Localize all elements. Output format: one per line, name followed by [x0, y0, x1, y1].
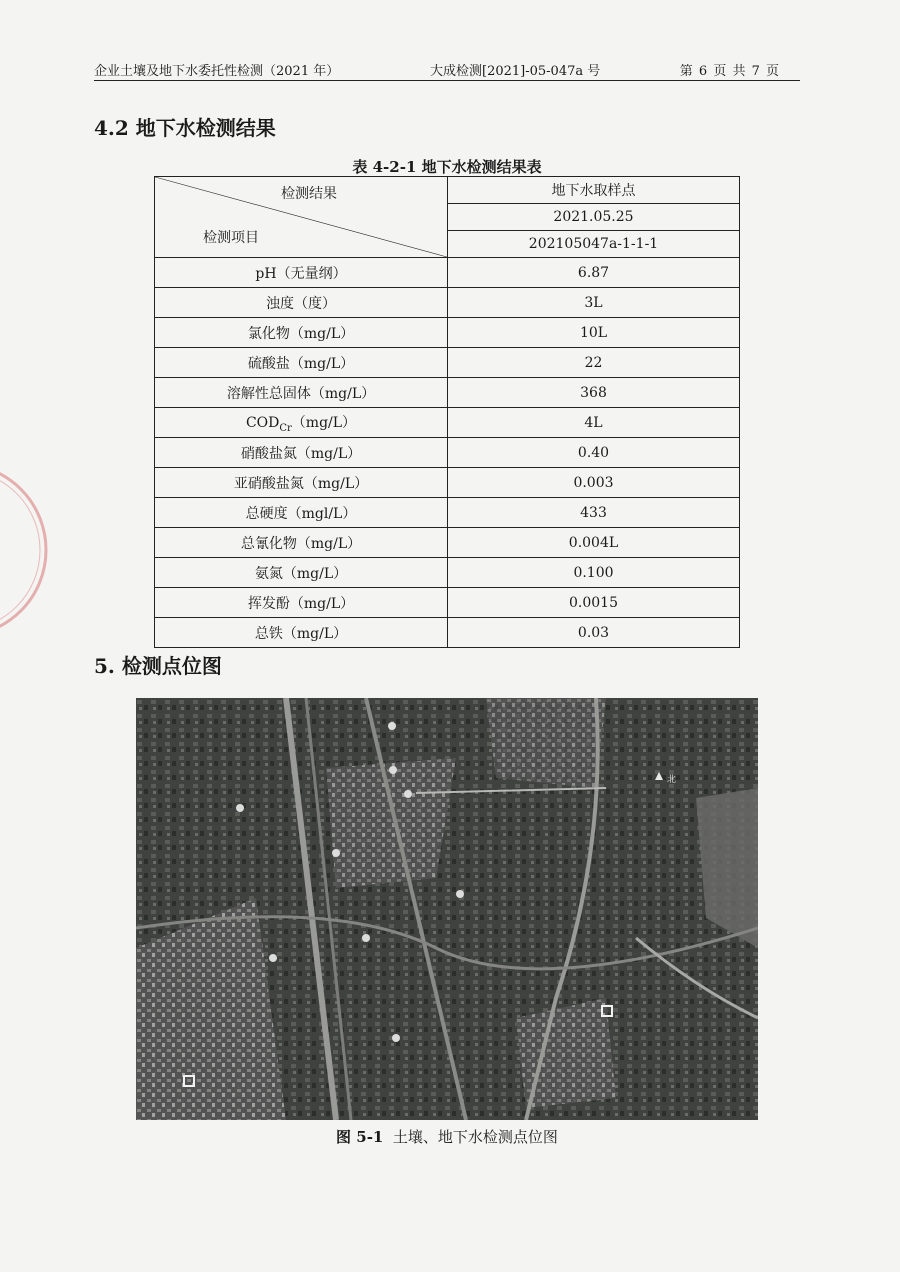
diagonal-header-cell [155, 177, 448, 258]
row-value: 0.40 [448, 438, 740, 468]
header-report-title: 企业土壤及地下水委托性检测（2021 年） [94, 64, 340, 79]
section-heading-5: 5. 检测点位图 [94, 654, 222, 678]
table-row [155, 378, 740, 408]
figure-caption [136, 1126, 758, 1147]
row-value: 0.003 [448, 468, 740, 498]
satellite-map [136, 698, 758, 1120]
red-seal-stamp [0, 450, 50, 650]
row-item: 浊度（度） [155, 288, 448, 318]
table-row [155, 588, 740, 618]
row-value: 433 [448, 498, 740, 528]
row-item: pH（无量纲） [155, 258, 448, 288]
table-row [155, 618, 740, 648]
section-heading-4-2: 4.2 地下水检测结果 [94, 116, 276, 140]
header-page-number: 第 6 页 共 7 页 [679, 64, 780, 79]
row-item-cod: COD [245, 414, 280, 431]
header-sample-id: 202105047a-1-1-1 [448, 231, 740, 258]
diag-label-items: 检测项目 [203, 230, 259, 246]
figure-caption-number: 图 5-1 [336, 1128, 384, 1146]
table-row [155, 348, 740, 378]
row-value: 368 [448, 378, 740, 408]
table-row [155, 258, 740, 288]
row-item: 硫酸盐（mg/L） [155, 348, 448, 378]
row-item-cod-unit: （mg/L） [291, 414, 357, 431]
row-item: 氨氮（mg/L） [155, 558, 448, 588]
table-row [155, 438, 740, 468]
row-value: 6.87 [448, 258, 740, 288]
row-value: 10L [448, 318, 740, 348]
row-value: 0.03 [448, 618, 740, 648]
row-item: 总氰化物（mg/L） [155, 528, 448, 558]
row-value: 0.004L [448, 528, 740, 558]
table-caption: 表 4-2-1 地下水检测结果表 [352, 158, 542, 176]
row-item: 氯化物（mg/L） [155, 318, 448, 348]
groundwater-results-table [154, 176, 740, 648]
row-value: 0.0015 [448, 588, 740, 618]
header-sampling-point: 地下水取样点 [448, 177, 740, 204]
row-item: 溶解性总固体（mg/L） [155, 378, 448, 408]
row-item: 硝酸盐氮（mg/L） [155, 438, 448, 468]
north-label: 北 [667, 775, 677, 785]
row-item: 总铁（mg/L） [155, 618, 448, 648]
table-row [155, 528, 740, 558]
row-item: 挥发酚（mg/L） [155, 588, 448, 618]
page-header [94, 56, 800, 81]
table-row [155, 408, 740, 438]
table-row [155, 288, 740, 318]
row-item: 总硬度（mgl/L） [155, 498, 448, 528]
figure-caption-text: 土壤、地下水检测点位图 [392, 1128, 558, 1146]
row-value: 22 [448, 348, 740, 378]
header-date: 2021.05.25 [448, 204, 740, 231]
row-item: 亚硝酸盐氮（mg/L） [155, 468, 448, 498]
row-item-cod-sub: Cr [279, 422, 292, 434]
table-row [155, 558, 740, 588]
table-row [155, 468, 740, 498]
table-row [155, 318, 740, 348]
row-item [155, 408, 448, 438]
header-report-number: 大成检测[2021]-05-047a 号 [430, 64, 601, 79]
row-value: 3L [448, 288, 740, 318]
table-row [155, 498, 740, 528]
row-value: 0.100 [448, 558, 740, 588]
map-imagery [136, 698, 758, 1120]
diag-label-results: 检测结果 [281, 186, 337, 202]
row-value: 4L [448, 408, 740, 438]
